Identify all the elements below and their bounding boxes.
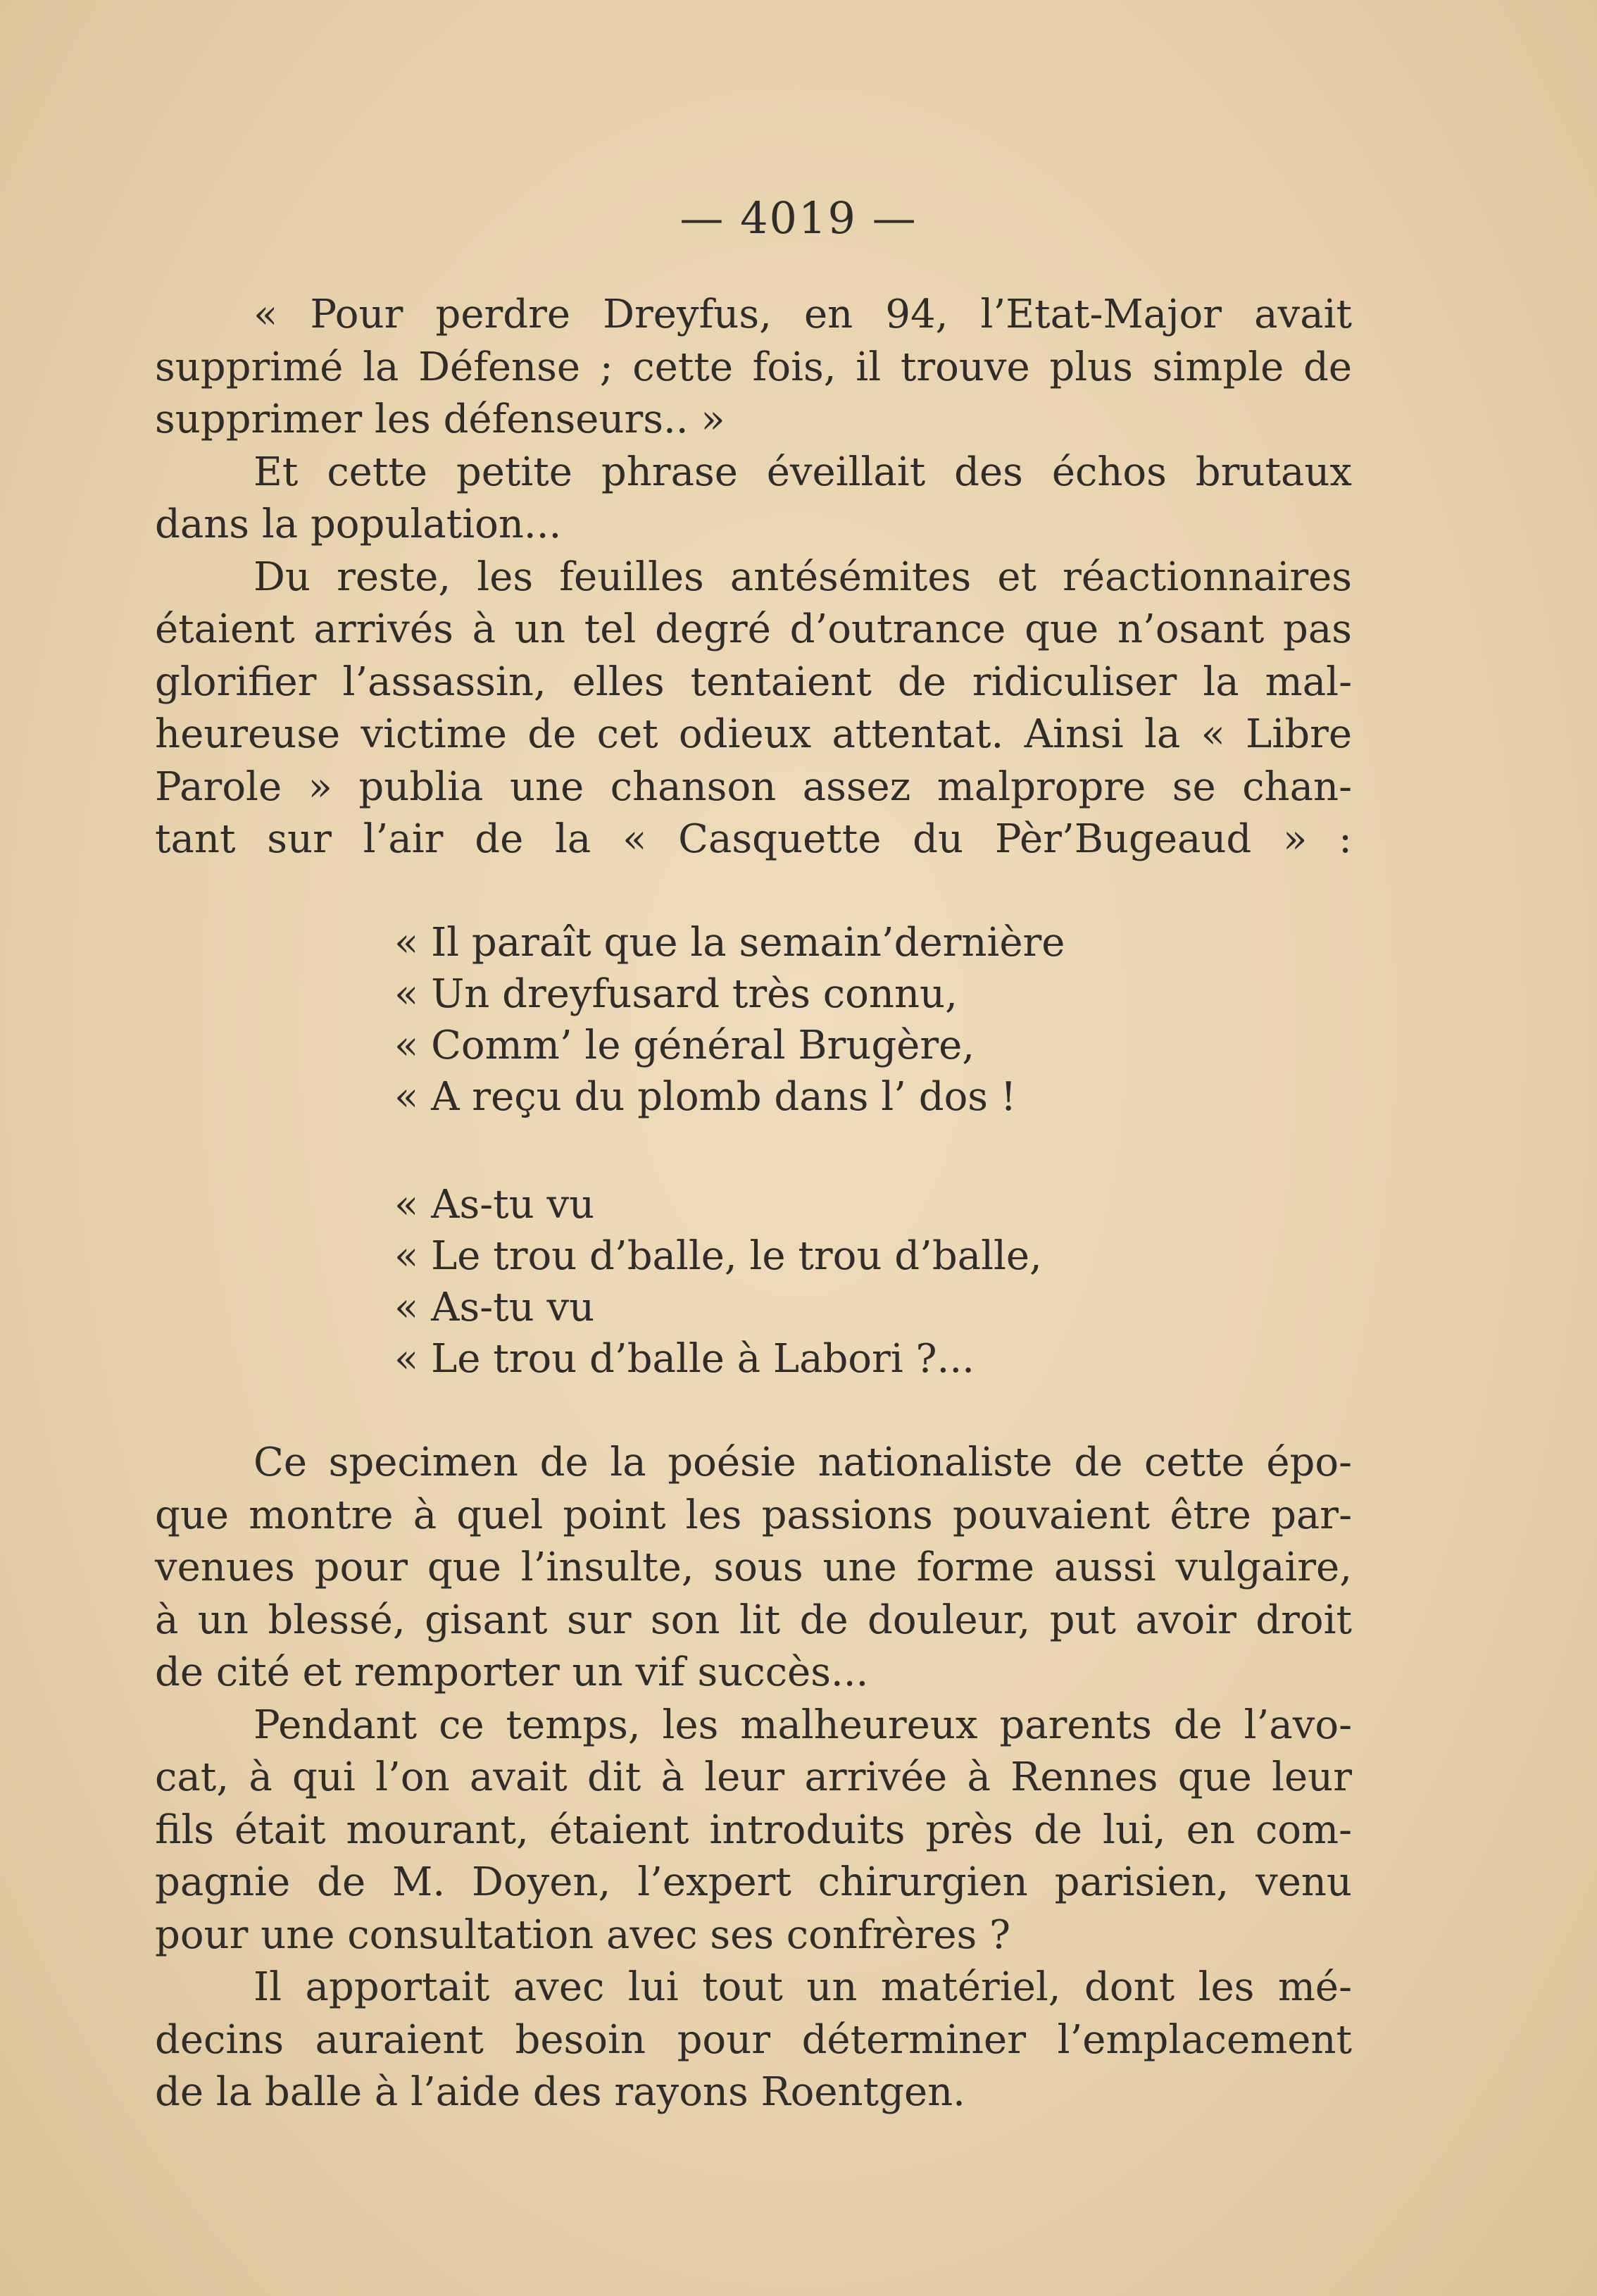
paragraph-line: decins auraient besoin pour déterminer l’emplacement [155,2016,1352,2063]
song-stanza-2 [394,1179,1239,1385]
verse-line: « Le trou d’balle à Labori ?... [394,1336,975,1382]
paragraph-line: « Pour perdre Dreyfus, en 94, l’Etat-Major avait [253,292,1352,337]
paragraph-line: Du reste, les feuilles antésémites et réactionnaires [253,554,1352,600]
paragraph-line: cat, à qui l’on avait dit à leur arrivée à Rennes que leur [155,1754,1352,1800]
paragraph-line: à un blessé, gisant sur son lit de douleur, put avoir droit [155,1597,1352,1643]
paragraph-line: dans la population... [155,501,562,547]
verse-line: « As-tu vu [394,1285,595,1330]
text-block-bottom [155,1437,1352,2119]
paragraph-line: étaient arrivés à un tel degré d’outrance que n’osant pas [155,606,1352,652]
paragraph-line: tant sur l’air de la « Casquette du Pèr’Bugeaud » : [155,816,1352,862]
song-stanza-1 [394,917,1239,1123]
paragraph-line: de la balle à l’aide des rayons Roentgen. [155,2069,965,2115]
paragraph-line: venues pour que l’insulte, sous une forme aussi vulgaire, [155,1545,1352,1590]
paragraph-line: de cité et remporter un vif succès... [155,1649,869,1695]
page-number: — 4019 — [679,192,918,244]
verse-line: « Le trou d’balle, le trou d’balle, [394,1233,1042,1279]
text-block-top [155,289,1352,866]
paragraph-line: glorifier l’assassin, elles tentaient de ridiculiser la mal- [155,659,1352,705]
paragraph-line: supprimer les défenseurs.. » [155,397,725,442]
paragraph-line: que montre à quel point les passions pouvaient être par- [155,1492,1352,1538]
paragraph-line: Et cette petite phrase éveillait des échos brutaux [253,449,1352,495]
verse-line: « A reçu du plomb dans l’ dos ! [394,1074,1017,1120]
verse-line: « Il paraît que la semain’dernière [394,920,1065,966]
paragraph-line: pour une consultation avec ses confrères ? [155,1911,1011,1958]
verse-line: « As-tu vu [394,1182,595,1228]
paragraph-line: pagnie de M. Doyen, l’expert chirurgien parisien, venu [155,1859,1352,1905]
paragraph-line: Parole » publia une chanson assez malpropre se chan- [155,763,1352,810]
verse-line: « Comm’ le général Brugère, [394,1023,975,1068]
verse-line: « Un dreyfusard très connu, [394,971,958,1017]
paragraph-line: heureuse victime de cet odieux attentat. Ainsi la « Libre [155,711,1352,757]
paragraph-line: supprimé la Défense ; cette fois, il trouve plus simple de [155,344,1352,390]
paragraph-line: Ce specimen de la poésie nationaliste de cette épo- [253,1440,1352,1485]
paragraph-line: fils était mourant, étaient introduits près de lui, en com- [155,1807,1352,1853]
paragraph-line: Pendant ce temps, les malheureux parents de l’avo- [253,1702,1352,1748]
paragraph-line: Il apportait avec lui tout un matériel, dont les mé- [253,1964,1352,2010]
